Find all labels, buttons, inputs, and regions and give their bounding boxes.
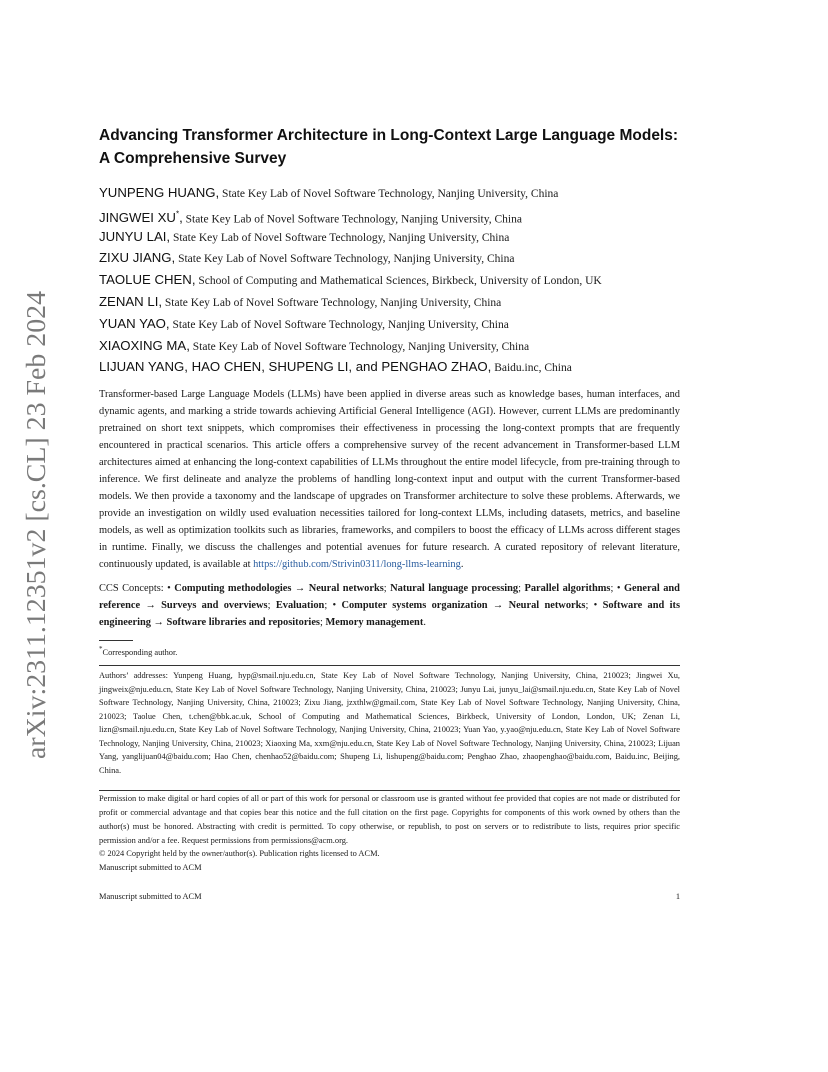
author-name: YUAN YAO,	[99, 315, 170, 331]
ccs-separator: ;	[319, 617, 326, 628]
author-entry	[99, 313, 699, 335]
author-entry	[99, 356, 699, 378]
ccs-separator: ;	[383, 583, 391, 594]
footnote-text: Corresponding author.	[102, 647, 178, 657]
arxiv-stamp-text: arXiv:2311.12351v2 [cs.CL] 23 Feb 2024	[21, 305, 51, 759]
author-affiliation: School of Computing and Mathematical Sciences, Birkbeck, University of London, UK	[195, 275, 602, 288]
author-name: XIAOXING MA,	[99, 337, 190, 353]
author-affiliation: State Key Lab of Novel Software Technology, Nanjing University, China	[169, 318, 509, 331]
ccs-separator: .	[423, 617, 426, 628]
ccs-concept: General and reference → Surveys and overviews	[99, 583, 680, 611]
permission-notice: Permission to make digital or hard copies of all or part of this work for personal or classroom use is granted without fee provided that copies are not made or distributed for profit or commercial advantage and that copies bear this notice and the full citation on the first page. Copyrights for components of this work owned by others than the author(s) must be honored. Abstracting with credit is permitted. To copy otherwise, or republish, to post on servers or to redistribute to lists, requires prior specific permission and/or a fee. Request permissions from permissions@acm.org.	[99, 794, 680, 845]
ccs-concept: Evaluation	[275, 600, 325, 611]
author-name: ZENAN LI,	[99, 293, 163, 309]
paper-title-line-1: Advancing Transformer Architecture in Long-Context Large Language Models:	[99, 127, 679, 144]
ccs-separator: ;	[518, 583, 525, 594]
author-name: ZIXU JIANG,	[99, 250, 176, 266]
author-entry	[99, 291, 699, 313]
ccs-separator: ;	[267, 600, 276, 611]
corresponding-author-marker: *	[175, 209, 180, 219]
author-name: LIJUAN YANG, HAO CHEN, SHUPENG LI, and PENGHAO ZHAO,	[99, 359, 492, 375]
abstract-text: Transformer-based Large Language Models (LLMs) have been applied in diverse areas such as knowledge bases, human interfaces, and dynamic agents, and marking a stride towards achieving Artificial General Intelligence (AGI). However, current LLMs are predominantly pretrained on short text snippets, which compromises their effectiveness in processing the long-context prompts that are frequently encountered in practical scenarios. This article offers a comprehensive survey of the recent advancement in Transformer-based LLM architectures aimed at enhancing the long-context capabilities of LLMs throughout the entire model lifecycle, from pre-training through to inference. We first delineate and analyze the problems of handling long-context input and output with the current Transformer-based models. We then provide a taxonomy and the landscape of upgrades on Transformer architecture to solve these problems. Afterwards, we provide an investigation on wildly used evaluation necessities tailored for long-context LLMs, including datasets, metrics, and baseline models, as well as optimization toolkits such as libraries, frameworks, and compilers to boost the efficacy of LLMs across different stages in runtime. Finally, we discuss the challenges and potential avenues for future research. A curated repository of relevant literature, continuously updated, is available at	[99, 389, 680, 570]
ccs-label: CCS Concepts: •	[99, 583, 175, 594]
author-entry	[99, 204, 699, 226]
addresses-divider	[99, 665, 680, 666]
ccs-concepts	[99, 580, 680, 631]
permission-divider	[99, 790, 680, 791]
author-name	[99, 210, 183, 225]
abstract	[99, 386, 680, 573]
author-entry	[99, 226, 699, 248]
author-affiliation: State Key Lab of Novel Software Technology, Nanjing University, China	[162, 296, 502, 309]
author-entry	[99, 269, 699, 291]
ccs-concept: Software and its engineering → Software libraries and repositories	[99, 600, 680, 628]
author-affiliation: State Key Lab of Novel Software Technology, Nanjing University, China	[189, 340, 530, 353]
ccs-concept: Parallel algorithms	[524, 583, 611, 594]
submission-notice: Manuscript submitted to ACM	[99, 863, 202, 872]
author-affiliation: State Key Lab of Novel Software Technology, Nanjing University, China	[219, 188, 559, 200]
author-name-separator: ,	[179, 210, 183, 226]
author-entry	[99, 182, 699, 204]
author-entry	[99, 335, 699, 357]
ccs-concept: Computing methodologies → Neural networks	[174, 583, 384, 594]
ccs-separator: ; •	[324, 600, 342, 611]
ccs-concept: Computer systems organization → Neural networks	[341, 600, 586, 611]
corresponding-author-footnote	[99, 643, 680, 659]
paper-title-line-2: A Comprehensive Survey	[99, 150, 287, 167]
author-affiliation: State Key Lab of Novel Software Technology, Nanjing University, China	[182, 213, 522, 226]
author-affiliation: Baidu.inc, China	[491, 362, 572, 375]
author-affiliation: State Key Lab of Novel Software Technology, Nanjing University, China	[175, 253, 515, 266]
ccs-concept: Natural language processing	[390, 583, 519, 594]
author-affiliation: State Key Lab of Novel Software Technology, Nanjing University, China	[170, 231, 510, 244]
page-number: 1	[675, 892, 680, 901]
footnote-divider	[99, 640, 133, 641]
author-list	[99, 182, 699, 378]
arxiv-stamp	[20, 290, 54, 760]
copyright-notice: © 2024 Copyright held by the owner/author(s). Publication rights licensed to ACM.	[99, 849, 380, 858]
author-addresses: Authors’ addresses: Yunpeng Huang, hyp@smail.nju.edu.cn, State Key Lab of Novel Software Technology, Nanjing University, China, 210023; Jingwei Xu, jingweix@nju.edu.cn, State Key Lab of Novel Software Technology, Nanjing University, China, 210023; Junyu Lai, junyu_lai@smail.nju.edu.cn, State Key Lab of Novel Software Technology, Nanjing University, China, 210023; Zixu Jiang, jzxthlw@gmail.com, State Key Lab of Novel Software Technology, Nanjing University, China, 210023; Taolue Chen, t.chen@bbk.ac.uk, School of Computing and Mathematical Sciences, Birkbeck, University of London, London, UK; Zenan Li, lizn@smail.nju.edu.cn, State Key Lab of Novel Software Technology, Nanjing University, China, 210023; Yuan Yao, y.yao@nju.edu.cn, State Key Lab of Novel Software Technology, Nanjing University, China, 210023; Xiaoxing Ma, xxm@nju.edu.cn, State Key Lab of Novel Software Technology, Nanjing University, China, 210023; Lijuan Yang, yanglijuan04@baidu.com; Hao Chen, chenhao52@baidu.com; Shupeng Li, lishupeng@baidu.com; Penghao Zhao, zhaopenghao@baidu.com, Baidu.inc, Beijing, China.	[99, 671, 680, 775]
abstract-end: .	[460, 559, 464, 570]
author-name: YUNPENG HUANG,	[99, 185, 220, 200]
repository-link[interactable]: https://github.com/Strivin0311/long-llms-learning	[253, 559, 461, 570]
author-name: JUNYU LAI,	[99, 228, 171, 244]
author-entry	[99, 247, 699, 269]
ccs-concept: Memory management	[325, 617, 424, 628]
author-name: TAOLUE CHEN,	[99, 272, 196, 288]
footnote-marker: *	[99, 645, 103, 653]
ccs-separator: ; •	[585, 600, 603, 611]
paper-title	[99, 124, 699, 170]
author-name-text: JINGWEI XU	[99, 210, 176, 226]
running-footer: Manuscript submitted to ACM	[99, 892, 202, 901]
ccs-separator: ; •	[610, 583, 624, 594]
